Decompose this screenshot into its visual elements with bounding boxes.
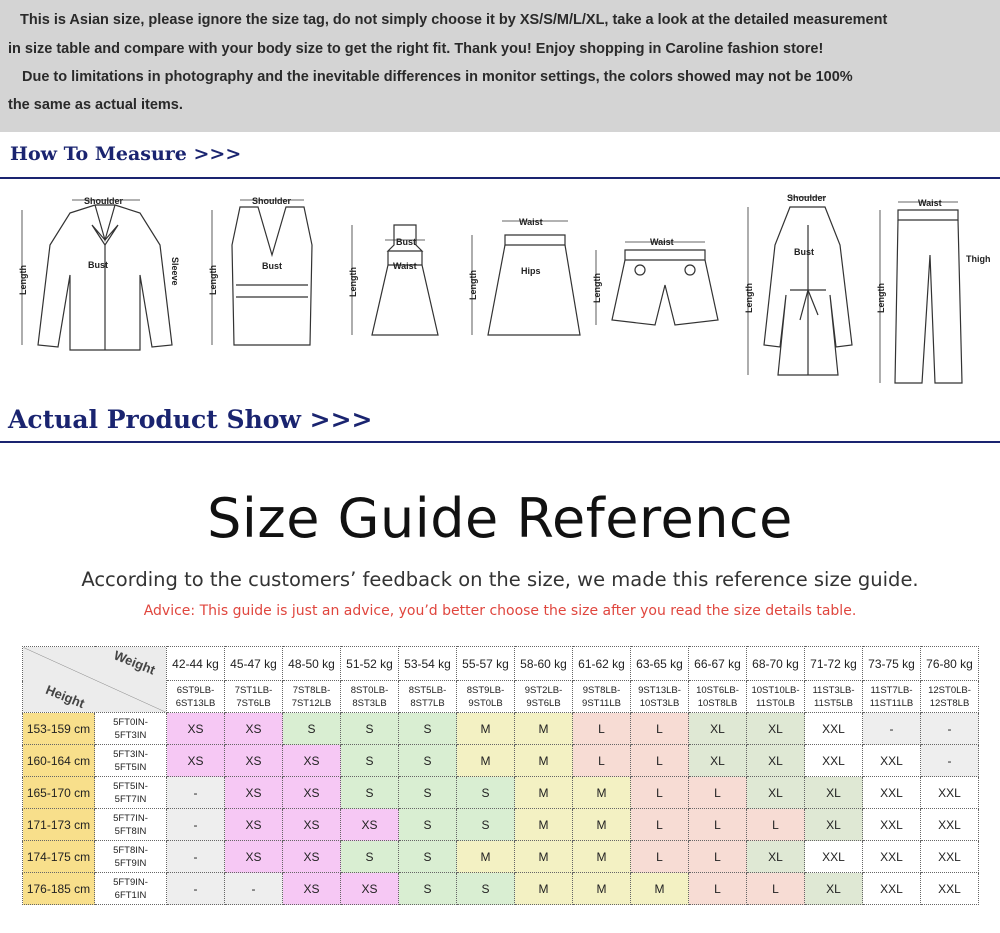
weight-stone-header bbox=[457, 681, 515, 713]
stone-to: 9ST11LB bbox=[582, 697, 621, 709]
size-cell: M bbox=[457, 745, 515, 777]
size-cell: XXL bbox=[805, 713, 863, 745]
label-bust-1: Bust bbox=[88, 260, 108, 270]
size-cell: S bbox=[457, 873, 515, 905]
label-length-4: Length bbox=[468, 270, 478, 300]
shorts-sketch bbox=[612, 250, 718, 325]
stone-from: 7ST8LB- bbox=[292, 684, 331, 696]
size-cell: XS bbox=[283, 809, 341, 841]
skirt-sketch bbox=[488, 235, 580, 335]
height-ft-cell bbox=[95, 873, 167, 905]
height-ft-from: 5FT0IN- bbox=[113, 716, 148, 728]
size-cell: XS bbox=[225, 841, 283, 873]
size-cell: XL bbox=[689, 745, 747, 777]
stone-to: 8ST7LB bbox=[410, 697, 445, 709]
size-cell: S bbox=[341, 745, 399, 777]
size-cell: XXL bbox=[863, 777, 921, 809]
weight-stone-header bbox=[399, 681, 457, 713]
size-cell: S bbox=[341, 777, 399, 809]
stone-to: 11ST0LB bbox=[756, 697, 795, 709]
size-cell: S bbox=[399, 841, 457, 873]
stone-from: 9ST13LB- bbox=[638, 684, 681, 696]
size-cell: XXL bbox=[863, 841, 921, 873]
vest-sketch bbox=[232, 207, 312, 345]
stone-from: 9ST8LB- bbox=[582, 684, 621, 696]
how-to-measure-heading: How To Measure >>> bbox=[10, 143, 242, 165]
height-ft-from: 5FT8IN- bbox=[113, 844, 148, 856]
notice-line-1: This is Asian size, please ignore the size tag, do not simply choose it by XS/S/M/L/XL, take a look at the detailed measurement bbox=[20, 12, 888, 28]
size-cell: M bbox=[573, 809, 631, 841]
stone-from: 6ST9LB- bbox=[176, 684, 215, 696]
label-length-5: Length bbox=[592, 273, 602, 303]
label-waist-4: Waist bbox=[918, 198, 942, 208]
height-ft-cell bbox=[95, 809, 167, 841]
size-cell: L bbox=[631, 777, 689, 809]
size-cell: M bbox=[457, 841, 515, 873]
label-length-3: Length bbox=[348, 267, 358, 297]
size-cell: XXL bbox=[921, 873, 979, 905]
size-cell: S bbox=[399, 777, 457, 809]
table-corner bbox=[23, 647, 167, 713]
label-length-2: Length bbox=[208, 265, 218, 295]
size-cell: L bbox=[631, 713, 689, 745]
stone-from: 8ST0LB- bbox=[350, 684, 389, 696]
label-length-1: Length bbox=[18, 265, 28, 295]
trousers-sketch bbox=[895, 210, 962, 383]
size-cell: - bbox=[921, 713, 979, 745]
stone-to: 10ST3LB bbox=[639, 697, 680, 709]
weight-kg-header: 42-44 kg bbox=[167, 647, 225, 681]
size-cell: XL bbox=[747, 841, 805, 873]
size-cell: S bbox=[399, 745, 457, 777]
size-cell: XXL bbox=[863, 873, 921, 905]
stone-from: 10ST10LB- bbox=[751, 684, 800, 696]
size-cell: XS bbox=[225, 809, 283, 841]
height-ft-to: 5FT3IN bbox=[114, 729, 147, 741]
notice-line-4: the same as actual items. bbox=[8, 97, 183, 113]
coat-sketch bbox=[764, 207, 852, 375]
size-cell: S bbox=[283, 713, 341, 745]
size-cell: XXL bbox=[921, 777, 979, 809]
height-cm-cell: 176-185 cm bbox=[23, 873, 95, 905]
size-cell: L bbox=[631, 745, 689, 777]
height-ft-cell bbox=[95, 777, 167, 809]
height-ft-cell bbox=[95, 713, 167, 745]
weight-kg-header: 58-60 kg bbox=[515, 647, 573, 681]
weight-kg-header: 71-72 kg bbox=[805, 647, 863, 681]
size-cell: L bbox=[689, 873, 747, 905]
stone-from: 11ST7LB- bbox=[870, 684, 913, 696]
weight-kg-header: 61-62 kg bbox=[573, 647, 631, 681]
height-ft-to: 5FT9IN bbox=[114, 857, 147, 869]
size-guide-title: Size Guide Reference bbox=[207, 487, 793, 550]
size-cell: S bbox=[341, 713, 399, 745]
stone-to: 6ST13LB bbox=[175, 697, 216, 709]
weight-kg-header: 55-57 kg bbox=[457, 647, 515, 681]
size-guide-subtitle: According to the customers’ feedback on the size, we made this reference size guide. bbox=[81, 568, 919, 591]
size-cell: XS bbox=[225, 745, 283, 777]
size-cell: L bbox=[573, 745, 631, 777]
size-cell: M bbox=[573, 777, 631, 809]
label-hips: Hips bbox=[521, 266, 541, 276]
size-cell: M bbox=[573, 873, 631, 905]
height-ft-cell bbox=[95, 841, 167, 873]
size-cell: XS bbox=[341, 873, 399, 905]
label-shoulder-3: Shoulder bbox=[787, 193, 827, 203]
weight-stone-header bbox=[631, 681, 689, 713]
stone-to: 9ST6LB bbox=[526, 697, 561, 709]
size-cell: XS bbox=[225, 777, 283, 809]
size-cell: S bbox=[457, 809, 515, 841]
size-cell: M bbox=[515, 713, 573, 745]
weight-stone-header bbox=[747, 681, 805, 713]
size-cell: M bbox=[515, 841, 573, 873]
size-cell: XS bbox=[341, 809, 399, 841]
height-cm-cell: 171-173 cm bbox=[23, 809, 95, 841]
table-row bbox=[23, 873, 979, 905]
stone-to: 12ST8LB bbox=[929, 697, 970, 709]
stone-to: 7ST12LB bbox=[291, 697, 332, 709]
weight-stone-header bbox=[341, 681, 399, 713]
measurement-sketches bbox=[0, 185, 1000, 395]
stone-to: 8ST3LB bbox=[352, 697, 387, 709]
section-divider bbox=[0, 441, 1000, 443]
weight-kg-header: 48-50 kg bbox=[283, 647, 341, 681]
size-cell: XXL bbox=[805, 841, 863, 873]
weight-axis-label: Weight bbox=[111, 647, 158, 678]
height-ft-cell bbox=[95, 745, 167, 777]
size-cell: - bbox=[167, 841, 225, 873]
size-cell: M bbox=[515, 777, 573, 809]
height-ft-to: 5FT7IN bbox=[114, 793, 147, 805]
size-cell: M bbox=[515, 745, 573, 777]
size-cell: - bbox=[225, 873, 283, 905]
size-cell: XL bbox=[805, 777, 863, 809]
weight-stone-header bbox=[573, 681, 631, 713]
stone-from: 9ST2LB- bbox=[524, 684, 563, 696]
height-axis-label: Height bbox=[43, 681, 87, 712]
notice-box bbox=[0, 0, 1000, 132]
weight-stone-header bbox=[805, 681, 863, 713]
stone-to: 7ST6LB bbox=[236, 697, 271, 709]
height-cm-cell: 174-175 cm bbox=[23, 841, 95, 873]
table-row bbox=[23, 777, 979, 809]
stone-from: 11ST3LB- bbox=[812, 684, 855, 696]
size-cell: M bbox=[515, 809, 573, 841]
table-row bbox=[23, 841, 979, 873]
height-ft-from: 5FT9IN- bbox=[113, 876, 148, 888]
size-cell: L bbox=[747, 873, 805, 905]
size-cell: L bbox=[631, 841, 689, 873]
size-cell: - bbox=[863, 713, 921, 745]
label-shoulder-1: Shoulder bbox=[84, 196, 124, 206]
stone-from: 8ST9LB- bbox=[466, 684, 505, 696]
section-divider bbox=[0, 177, 1000, 179]
size-cell: XS bbox=[283, 873, 341, 905]
weight-kg-header: 45-47 kg bbox=[225, 647, 283, 681]
size-cell: XS bbox=[167, 713, 225, 745]
weight-stone-header bbox=[225, 681, 283, 713]
stone-from: 8ST5LB- bbox=[408, 684, 447, 696]
weight-kg-header: 73-75 kg bbox=[863, 647, 921, 681]
size-cell: M bbox=[515, 873, 573, 905]
size-cell: XXL bbox=[921, 841, 979, 873]
table-row bbox=[23, 745, 979, 777]
label-sleeve: Sleeve bbox=[170, 257, 180, 286]
notice-line-2: in size table and compare with your body size to get the right fit. Thank you! Enjoy shopping in Caroline fashion store! bbox=[8, 41, 824, 57]
size-cell: XL bbox=[747, 745, 805, 777]
height-ft-from: 5FT7IN- bbox=[113, 812, 148, 824]
size-cell: L bbox=[573, 713, 631, 745]
size-cell: - bbox=[167, 873, 225, 905]
weight-stone-header bbox=[689, 681, 747, 713]
size-cell: S bbox=[399, 809, 457, 841]
size-cell: - bbox=[167, 777, 225, 809]
notice-line-3: Due to limitations in photography and the inevitable differences in monitor settings, the colors showed may not be 100% bbox=[22, 69, 853, 85]
height-ft-to: 5FT5IN bbox=[114, 761, 147, 773]
size-cell: XXL bbox=[921, 809, 979, 841]
height-cm-cell: 160-164 cm bbox=[23, 745, 95, 777]
height-ft-from: 5FT5IN- bbox=[113, 780, 148, 792]
size-cell: L bbox=[631, 809, 689, 841]
height-ft-to: 5FT8IN bbox=[114, 825, 147, 837]
size-cell: XL bbox=[805, 873, 863, 905]
size-cell: M bbox=[457, 713, 515, 745]
label-waist-2: Waist bbox=[519, 217, 543, 227]
label-waist-3: Waist bbox=[650, 237, 674, 247]
label-length-7: Length bbox=[876, 283, 886, 313]
stone-from: 12ST0LB- bbox=[928, 684, 971, 696]
size-cell: M bbox=[573, 841, 631, 873]
label-bust-3: Bust bbox=[396, 237, 416, 247]
size-cell: XS bbox=[283, 777, 341, 809]
size-cell: XS bbox=[283, 745, 341, 777]
weight-stone-header bbox=[283, 681, 341, 713]
stone-from: 10ST6LB- bbox=[696, 684, 739, 696]
size-cell: L bbox=[747, 809, 805, 841]
size-cell: S bbox=[341, 841, 399, 873]
height-ft-to: 6FT1IN bbox=[114, 889, 147, 901]
table-row bbox=[23, 713, 979, 745]
label-shoulder-2: Shoulder bbox=[252, 196, 292, 206]
size-cell: XL bbox=[689, 713, 747, 745]
size-cell: - bbox=[921, 745, 979, 777]
stone-to: 10ST8LB bbox=[697, 697, 738, 709]
size-cell: L bbox=[689, 777, 747, 809]
size-cell: S bbox=[399, 713, 457, 745]
stone-from: 7ST1LB- bbox=[234, 684, 273, 696]
weight-kg-header: 63-65 kg bbox=[631, 647, 689, 681]
label-bust-2: Bust bbox=[262, 261, 282, 271]
weight-stone-header bbox=[515, 681, 573, 713]
weight-kg-row bbox=[23, 647, 979, 681]
size-cell: S bbox=[399, 873, 457, 905]
stone-to: 9ST0LB bbox=[468, 697, 503, 709]
weight-stone-header bbox=[167, 681, 225, 713]
size-cell: L bbox=[689, 841, 747, 873]
size-cell: M bbox=[631, 873, 689, 905]
size-cell: XXL bbox=[863, 745, 921, 777]
size-cell: - bbox=[167, 809, 225, 841]
height-cm-cell: 165-170 cm bbox=[23, 777, 95, 809]
size-table bbox=[22, 646, 979, 905]
weight-kg-header: 53-54 kg bbox=[399, 647, 457, 681]
label-waist-1: Waist bbox=[393, 261, 417, 271]
weight-kg-header: 76-80 kg bbox=[921, 647, 979, 681]
size-cell: XL bbox=[805, 809, 863, 841]
weight-stone-header bbox=[863, 681, 921, 713]
blouse-sketch bbox=[38, 205, 172, 350]
size-cell: XXL bbox=[863, 809, 921, 841]
weight-kg-header: 51-52 kg bbox=[341, 647, 399, 681]
size-guide-advice: Advice: This guide is just an advice, you’d better choose the size after you read the size details table. bbox=[143, 603, 857, 619]
weight-kg-header: 68-70 kg bbox=[747, 647, 805, 681]
label-thigh: Thigh bbox=[966, 254, 991, 264]
size-cell: XS bbox=[225, 713, 283, 745]
size-cell: S bbox=[457, 777, 515, 809]
size-cell: XS bbox=[167, 745, 225, 777]
weight-kg-header: 66-67 kg bbox=[689, 647, 747, 681]
height-cm-cell: 153-159 cm bbox=[23, 713, 95, 745]
size-cell: XS bbox=[283, 841, 341, 873]
height-ft-from: 5FT3IN- bbox=[113, 748, 148, 760]
stone-to: 11ST11LB bbox=[869, 697, 914, 709]
weight-stone-header bbox=[921, 681, 979, 713]
actual-product-show-heading: Actual Product Show >>> bbox=[8, 405, 373, 434]
label-length-6: Length bbox=[744, 283, 754, 313]
label-bust-4: Bust bbox=[794, 247, 814, 257]
stone-to: 11ST5LB bbox=[814, 697, 853, 709]
size-cell: L bbox=[689, 809, 747, 841]
table-row bbox=[23, 809, 979, 841]
size-cell: XL bbox=[747, 713, 805, 745]
size-cell: XL bbox=[747, 777, 805, 809]
size-cell: XXL bbox=[805, 745, 863, 777]
